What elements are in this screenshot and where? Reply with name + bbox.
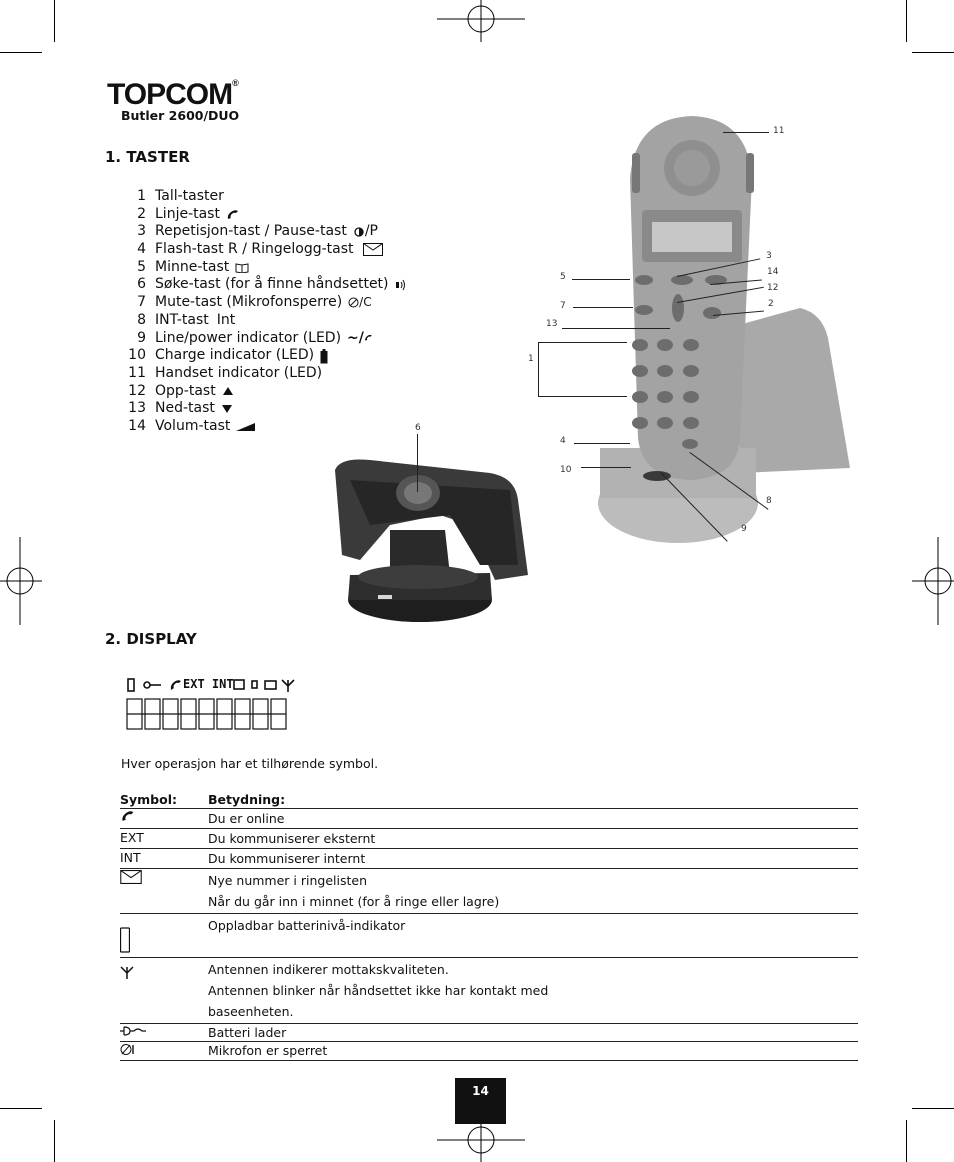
section-title-keys: 1. TASTER [105, 148, 190, 166]
int-icon: Int [216, 311, 236, 328]
section-title-display: 2. DISPLAY [105, 630, 197, 648]
callout-line [581, 467, 631, 468]
table-row: Nye nummer i ringelisten Når du går inn i minnet (for å ringe eller lagre) [120, 869, 858, 914]
callout-line [723, 132, 769, 133]
callout-line [572, 279, 630, 280]
callout-bracket [538, 342, 627, 397]
model-name: Butler 2600/DUO [121, 108, 240, 123]
up-arrow-icon [222, 383, 234, 401]
down-arrow-icon [221, 400, 233, 418]
table-row: INT Du kommuniserer internt [120, 849, 858, 869]
lcd-display [125, 677, 300, 732]
col-meaning: Betydning: [208, 790, 858, 809]
list-item: 4 Flash-tast R / Ringelogg-tast [118, 241, 407, 259]
callout-3: 3 [766, 251, 772, 261]
key-list [118, 188, 407, 436]
table-header [120, 790, 858, 809]
list-item: 14 Volum-tast [118, 418, 407, 436]
list-item: 7 Mute-tast (Mikrofonsperre) /C [137, 294, 372, 311]
crop-mark [54, 0, 55, 42]
list-item: 13 Ned-tast [118, 400, 407, 418]
registration-mark-top [437, 0, 525, 42]
table-row: EXT Du kommuniserer eksternt [120, 829, 858, 849]
table-row: Du er online [120, 809, 858, 829]
list-item: 11 Handset indicator (LED) [128, 364, 323, 381]
crop-mark [0, 52, 42, 53]
list-item: 5 Minne-tast [118, 259, 407, 277]
callout-11: 11 [773, 126, 785, 136]
charger-plug-icon [120, 1025, 146, 1040]
display-intro: Hver operasjon har et tilhørende symbol. [121, 756, 379, 771]
volume-icon [236, 418, 256, 436]
callout-5: 5 [560, 272, 566, 282]
callout-13: 13 [546, 319, 558, 329]
antenna-icon [120, 967, 134, 982]
page-number: 14 [455, 1078, 506, 1124]
callout-9: 9 [741, 524, 747, 534]
base-unit-photo [330, 455, 535, 625]
callout-10: 10 [560, 465, 572, 475]
crop-mark [912, 52, 954, 53]
line-power-icon: ~/ [347, 330, 373, 348]
crop-mark [906, 0, 907, 42]
table-row: Antennen indikerer mottakskvaliteten. Antennen blinker når håndsettet ikke har kontakt med baseenheten. [120, 958, 858, 1024]
registration-mark-left [0, 537, 42, 625]
callout-7: 7 [560, 301, 566, 311]
table-row: Batteri lader [120, 1024, 858, 1042]
list-item: 8 INT-tast Int [137, 311, 236, 328]
col-symbol: Symbol: [120, 790, 208, 809]
list-item: 9 Line/power indicator (LED) ~/ [118, 330, 407, 348]
handset-icon [226, 206, 240, 224]
callout-14: 14 [767, 267, 779, 277]
registration-mark-right [912, 537, 954, 625]
paging-icon [395, 276, 407, 294]
envelope-icon [120, 872, 142, 887]
mute-icon [120, 1044, 136, 1059]
table-row: Oppladbar batterinivå-indikator [120, 914, 858, 958]
crop-mark [0, 1108, 42, 1109]
callout-6: 6 [415, 423, 421, 433]
callout-8: 8 [766, 496, 772, 506]
envelope-icon [363, 241, 383, 259]
callout-line [573, 307, 633, 308]
registration-mark-bottom [437, 1120, 525, 1162]
brand-logo: TOPCOM® [107, 78, 238, 111]
crop-mark [54, 1120, 55, 1162]
list-item: 2 Linje-tast [118, 206, 407, 224]
callout-1: 1 [528, 354, 534, 364]
symbol-table [120, 790, 858, 1061]
callout-4: 4 [560, 436, 566, 446]
battery-icon [120, 941, 130, 956]
lcd-ext-int: EXT INT [183, 677, 234, 691]
list-item: 6 Søke-tast (for å finne håndsettet) [118, 276, 407, 294]
callout-12: 12 [767, 283, 779, 293]
crop-mark [912, 1108, 954, 1109]
crop-mark [906, 1120, 907, 1162]
redial-pause-icon: /P [353, 223, 378, 241]
callout-line [574, 443, 630, 444]
list-item: 12 Opp-tast [118, 383, 407, 401]
table-row: Mikrofon er sperret [120, 1042, 858, 1061]
list-item: 1 Tall-taster [137, 188, 224, 204]
battery-icon [320, 347, 328, 365]
book-icon [235, 259, 249, 277]
list-item: 3 Repetisjon-tast / Pause-tast /P [137, 223, 378, 240]
callout-2: 2 [768, 299, 774, 309]
callout-line [562, 328, 670, 329]
mute-icon: /C [348, 294, 371, 312]
callout-line [417, 434, 418, 492]
list-item: 10 Charge indicator (LED) [118, 347, 407, 365]
handset-icon [120, 811, 136, 826]
